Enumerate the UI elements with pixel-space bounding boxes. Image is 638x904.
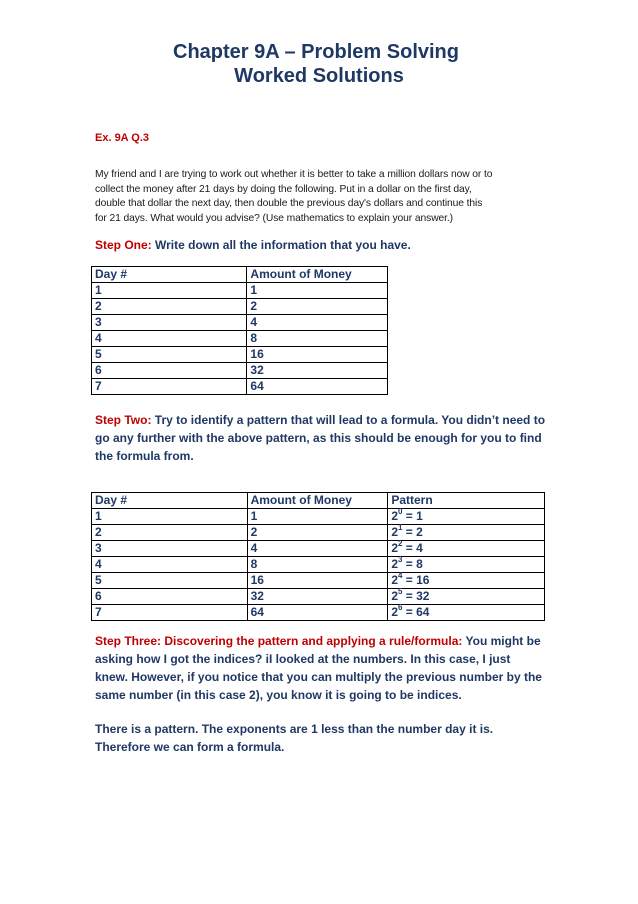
pattern-exponent: 6 [398,603,403,612]
pattern-result: = 32 [402,589,430,603]
problem-statement [95,168,550,226]
amount-cell: 4 [247,541,388,557]
day-cell: 5 [92,347,247,363]
table-row [92,525,545,541]
amount-cell: 64 [247,379,388,395]
day-cell: 6 [92,363,247,379]
pattern-result: = 8 [402,557,423,571]
day-cell: 2 [92,525,248,541]
table-row [92,379,388,395]
step-one-text: Write down all the information that you have. [155,238,411,252]
table-header-row [92,267,388,283]
amount-cell: 1 [247,509,388,525]
pattern-base: 2 [391,525,398,539]
pattern-result: = 1 [402,509,423,523]
amount-cell: 64 [247,605,388,621]
pattern-result: = 16 [402,573,430,587]
column-header: Amount of Money [247,267,388,283]
day-cell: 1 [92,509,248,525]
day-cell: 1 [92,283,247,299]
step-three-text: You might be asking how I got the indices? iI looked at the numbers. In this case, I just knew. However, if you notice that you can multiply the previous number by the same number (in this case 2), you know it is going to be indices. [95,634,542,702]
page-title: Chapter 9A – Problem Solving [173,41,459,63]
amount-cell: 2 [247,525,388,541]
column-header: Day # [92,493,248,509]
amount-cell: 4 [247,315,388,331]
day-cell: 2 [92,299,247,315]
column-header: Amount of Money [247,493,388,509]
step-three-label: Step Three: Discovering the pattern and applying a rule/formula: [95,634,463,648]
column-header: Pattern [388,493,545,509]
step-one [95,236,555,254]
problem-line: for 21 days. What would you advise? (Use mathematics to explain your answer.) [95,212,454,224]
pattern-cell [388,589,545,605]
pattern-result: = 4 [402,541,423,555]
day-cell: 4 [92,557,248,573]
pattern-cell [388,525,545,541]
exercise-reference: Ex. 9A Q.3 [95,132,150,144]
table-header-row [92,493,545,509]
table-row [92,315,388,331]
day-cell: 4 [92,331,247,347]
amount-cell: 32 [247,589,388,605]
pattern-exponent: 0 [398,507,403,516]
amount-cell: 16 [247,573,388,589]
pattern-base: 2 [391,541,398,555]
table-row [92,605,545,621]
day-cell: 3 [92,541,248,557]
conclusion-paragraph: There is a pattern. The exponents are 1 less than the number day it is. Therefore we can form a formula. [95,722,494,754]
pattern-exponent: 5 [398,587,403,596]
table-row [92,573,545,589]
pattern-table [91,492,545,621]
table-row [92,557,545,573]
pattern-base: 2 [391,573,398,587]
pattern-cell [388,509,545,525]
amount-cell: 2 [247,299,388,315]
step-two-text: Try to identify a pattern that will lead to a formula. You didn’t need to go any further with the above pattern, as this should be enough for you to find the formula from. [95,413,546,463]
pattern-result: = 64 [402,605,430,619]
day-cell: 5 [92,573,248,589]
pattern-cell [388,557,545,573]
step-one-label: Step One: [95,238,152,252]
table-row [92,509,545,525]
pattern-cell [388,605,545,621]
problem-line: double that dollar the next day, then double the previous day's dollars and continue this [95,198,483,209]
amount-cell: 8 [247,557,388,573]
table-row [92,589,545,605]
pattern-base: 2 [391,509,398,523]
day-cell: 7 [92,605,248,621]
table-row [92,541,545,557]
pattern-cell [388,541,545,557]
table-row [92,283,388,299]
problem-line: My friend and I are trying to work out whether it is better to take a million dollars now or to [95,169,493,180]
amount-cell: 1 [247,283,388,299]
column-header: Day # [92,267,247,283]
pattern-cell [388,573,545,589]
amount-cell: 8 [247,331,388,347]
data-table [91,266,388,395]
table-row [92,347,388,363]
amount-cell: 32 [247,363,388,379]
page-subtitle: Worked Solutions [234,65,404,87]
pattern-exponent: 3 [398,555,403,564]
day-cell: 6 [92,589,248,605]
pattern-exponent: 1 [398,523,403,532]
day-cell: 7 [92,379,247,395]
pattern-result: = 2 [402,525,423,539]
table-row [92,331,388,347]
step-two [95,411,550,465]
pattern-base: 2 [391,589,398,603]
problem-line: collect the money after 21 days by doing the following. Put in a dollar on the first day, [95,183,472,195]
step-three [95,632,545,704]
day-cell: 3 [92,315,247,331]
table-row [92,299,388,315]
amount-cell: 16 [247,347,388,363]
pattern-exponent: 2 [398,539,403,548]
pattern-exponent: 4 [398,571,403,580]
step-two-label: Step Two: [95,413,152,427]
table-row [92,363,388,379]
pattern-base: 2 [391,605,398,619]
pattern-base: 2 [391,557,398,571]
